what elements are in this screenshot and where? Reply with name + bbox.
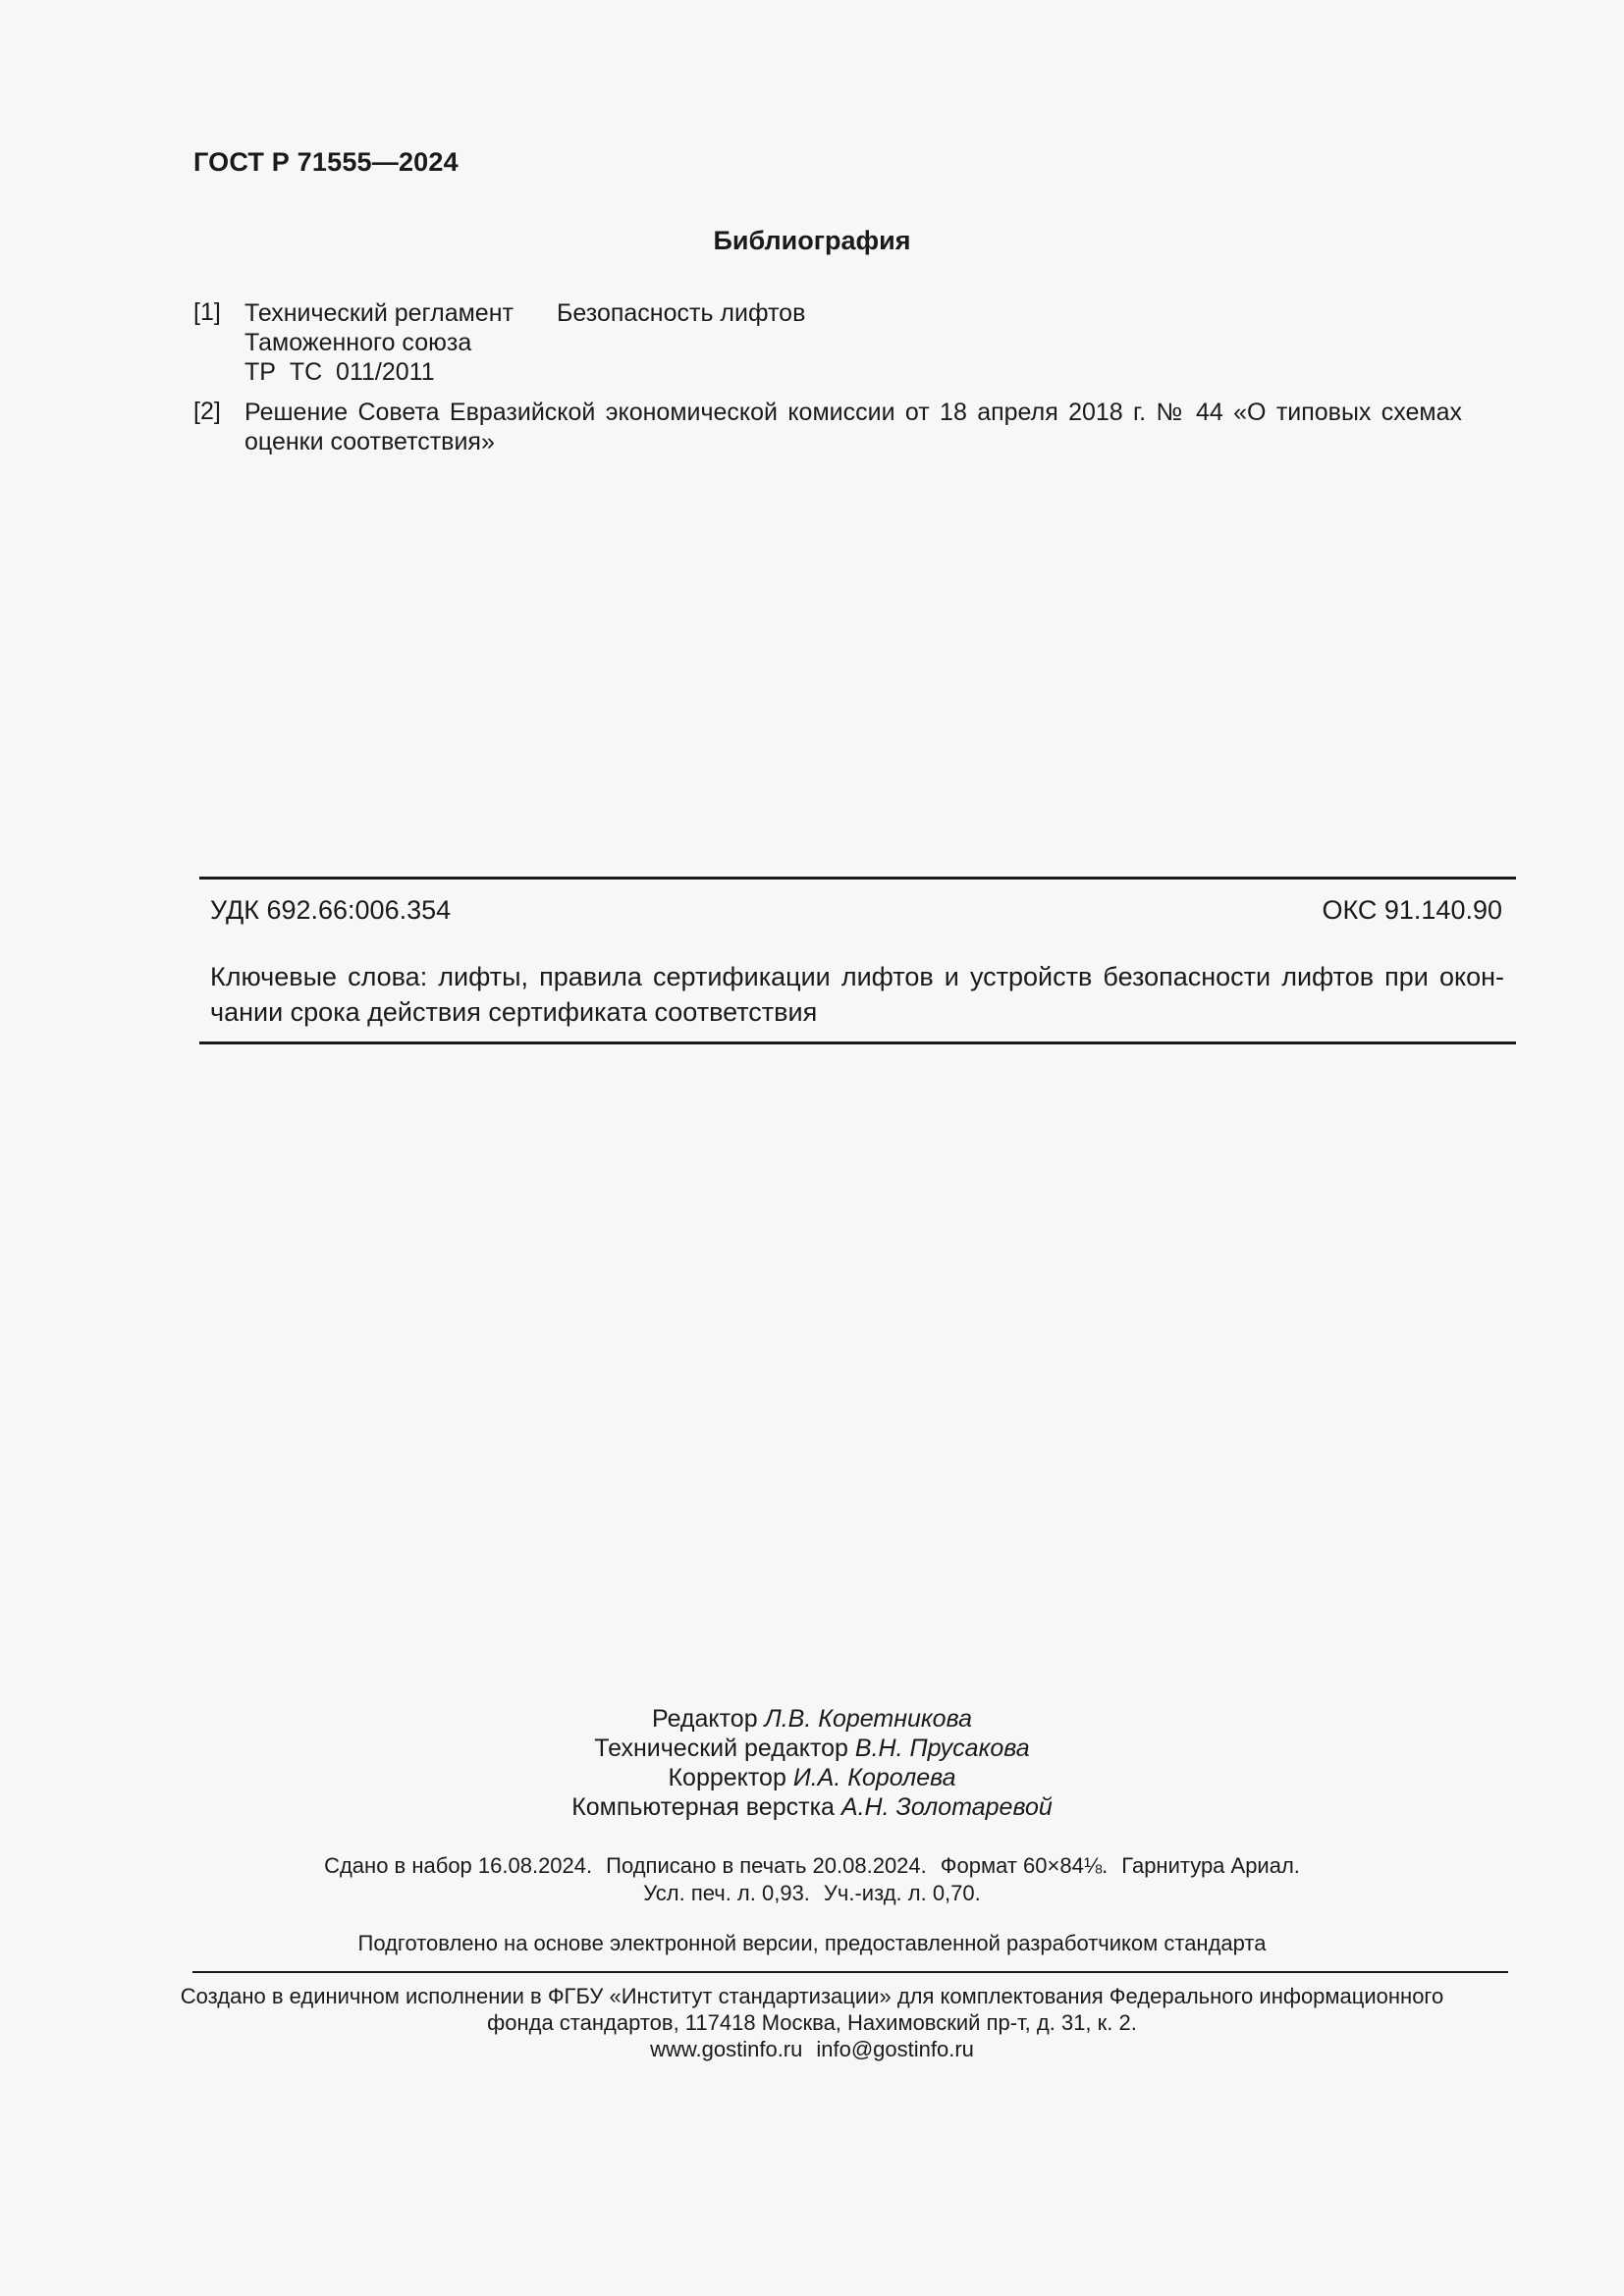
prepared-note: Подготовлено на основе электронной версии, предоставленной разработчиком стандарта [357,1931,1267,1955]
reference-1-number: [1] [193,298,221,326]
footer-rule [192,1971,1508,1973]
imprint-submitted: Сдано в набор 16.08.2024. [324,1853,593,1878]
credit-line-corrector [0,1763,1624,1792]
footer-line-1: Создано в единичном исполнении в ФГБУ «Институт стандартизации» для комплектования Федерального информационного [180,1984,1444,2008]
imprint-line-2 [0,1880,1624,1907]
imprint-line-1 [0,1852,1624,1880]
reference-2-number: [2] [193,398,221,425]
imprint-signed: Подписано в печать 20.08.2024. [606,1853,927,1878]
reference-1-source [244,298,559,387]
footer-line-2: фонда стандартов, 117418 Москва, Нахимовский пр-т, д. 31, к. 2. [487,2010,1137,2035]
credit-line-tech-editor [0,1734,1624,1763]
classification-top-rule [199,877,1516,880]
email-link[interactable]: info@gostinfo.ru [816,2037,974,2061]
credit-line-layout [0,1792,1624,1822]
document-id: ГОСТ Р 71555—2024 [193,147,459,177]
credit-name: В.Н. Прусакова [854,1735,1030,1762]
reference-1-source-line: Таможенного союза [244,329,472,356]
credit-name: Л.В. Коретникова [764,1705,972,1733]
credit-name: А.Н. Золотаревой [840,1793,1053,1821]
udk-code: УДК 692.66:006.354 [210,895,452,925]
credits [0,1704,1624,1822]
credit-role: Корректор [668,1764,786,1791]
keywords: Ключевые слова: лифты, правила сертификации лифтов и устройств безопасности лифтов при окон-чании срока действия сертификата соответствия [210,962,1504,1027]
website-link[interactable]: www.gostinfo.ru [650,2037,803,2061]
imprint [0,1852,1624,1907]
bibliography-title: Библиография [713,226,911,255]
imprint-pub-sheets: Уч.-изд. л. 0,70. [823,1881,981,1905]
footer [0,1983,1624,2062]
credit-name: И.А. Королева [792,1764,956,1791]
imprint-typeface: Гарнитура Ариал. [1121,1853,1300,1878]
imprint-print-sheets: Усл. печ. л. 0,93. [643,1881,810,1905]
credit-role: Компьютерная верстка [571,1793,835,1821]
reference-1-title: Безопасность лифтов [557,299,806,327]
oks-code: ОКС 91.140.90 [1322,895,1502,925]
reference-1-source-line: Технический регламент [244,299,514,327]
footer-links [0,2036,1624,2062]
credit-line-editor [0,1704,1624,1734]
reference-2-text: Решение Совета Евразийской экономической комиссии от 18 апреля 2018 г. № 44 «О типовых схемах оценки соответствия» [244,399,1462,455]
classification-bottom-rule [199,1041,1516,1044]
imprint-format: Формат 60×84⅛. [940,1853,1109,1878]
credit-role: Редактор [652,1705,758,1733]
credit-role: Технический редактор [594,1735,848,1762]
reference-1-source-line: ТР ТС 011/2011 [244,358,435,386]
